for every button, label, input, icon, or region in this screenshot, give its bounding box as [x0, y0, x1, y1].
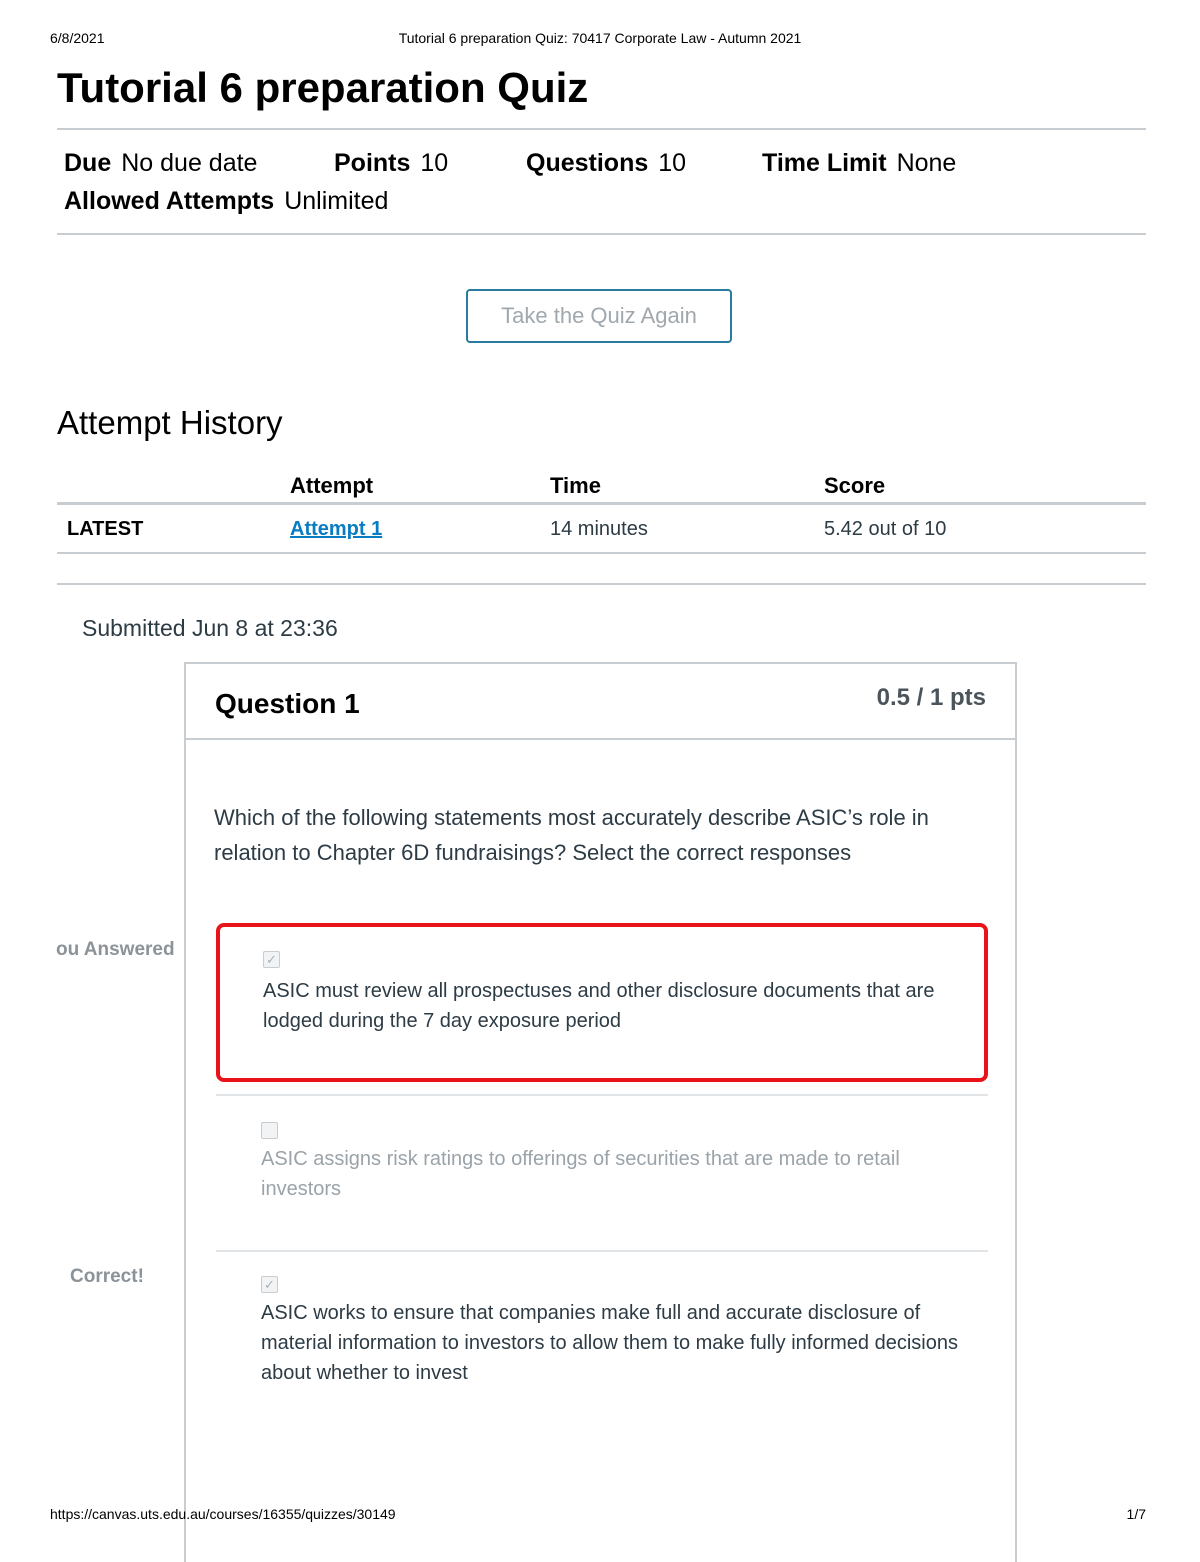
divider: [57, 233, 1146, 235]
answer-text: ASIC assigns risk ratings to offerings of securities that are made to retail investors: [261, 1148, 900, 1200]
table-header-rule: [57, 502, 1146, 505]
question-points: 0.5 / 1 pts: [876, 684, 986, 711]
question-title: Question 1: [215, 688, 360, 719]
time-limit-label: Time Limit: [762, 149, 887, 177]
questions-label: Questions: [526, 149, 649, 177]
attempt-score: 5.42 out of 10: [824, 518, 947, 540]
answer-option-1: [216, 923, 988, 1082]
question-card: [184, 662, 1017, 1562]
take-quiz-again-button[interactable]: Take the Quiz Again: [466, 289, 732, 343]
questions-info: [526, 149, 686, 178]
due-info: [64, 149, 257, 178]
questions-value: 10: [658, 149, 687, 177]
you-answered-label: ou Answered: [56, 939, 175, 960]
time-limit-info: [762, 149, 956, 178]
answer-option-3: [216, 1276, 988, 1416]
answer-divider: [216, 1250, 988, 1252]
points-value: 10: [420, 149, 449, 177]
print-page-number: 1/7: [1126, 1506, 1146, 1522]
question-text: Which of the following statements most accurately describe ASIC’s role in relation to Chapter 6D fundraisings? Select the correct responses: [214, 805, 929, 865]
page-title: Tutorial 6 preparation Quiz: [57, 64, 589, 111]
correct-label: Correct!: [70, 1266, 144, 1287]
divider: [57, 583, 1146, 585]
divider: [57, 128, 1146, 130]
column-header-attempt: Attempt: [290, 473, 374, 498]
answer-option-2: [216, 1122, 988, 1242]
quiz-meta-row-2: [64, 187, 388, 216]
table-row-rule: [57, 552, 1146, 554]
submitted-timestamp: Submitted Jun 8 at 23:36: [82, 615, 338, 641]
print-date: 6/8/2021: [50, 30, 105, 46]
answer-text: ASIC works to ensure that companies make full and accurate disclosure of material information to investors to allow them to make fully informed decisions about whether to invest: [261, 1302, 958, 1384]
attempt-history-title: Attempt History: [57, 404, 283, 441]
attempts-value: Unlimited: [284, 187, 389, 215]
time-limit-value: None: [896, 149, 957, 177]
answer-divider: [216, 1094, 988, 1096]
answer-text: ASIC must review all prospectuses and other disclosure documents that are lodged during the 7 day exposure period: [263, 980, 935, 1032]
points-info: [334, 149, 448, 178]
question-header: [186, 664, 1015, 740]
due-value: No due date: [121, 149, 258, 177]
checkbox-checked-icon: ✓: [261, 1276, 278, 1293]
print-doc-title: Tutorial 6 preparation Quiz: 70417 Corporate Law - Autumn 2021: [398, 30, 802, 46]
attempt-link[interactable]: Attempt 1: [290, 518, 383, 540]
points-label: Points: [334, 149, 411, 177]
column-header-time: Time: [550, 473, 601, 498]
print-url: https://canvas.uts.edu.au/courses/16355/quizzes/30149: [50, 1506, 396, 1522]
latest-badge: LATEST: [67, 518, 144, 540]
checkbox-unchecked-icon: [261, 1122, 278, 1139]
attempts-label: Allowed Attempts: [64, 187, 275, 215]
attempt-time: 14 minutes: [550, 518, 648, 540]
due-label: Due: [64, 149, 112, 177]
column-header-score: Score: [824, 473, 886, 498]
checkbox-checked-icon: ✓: [263, 951, 280, 968]
